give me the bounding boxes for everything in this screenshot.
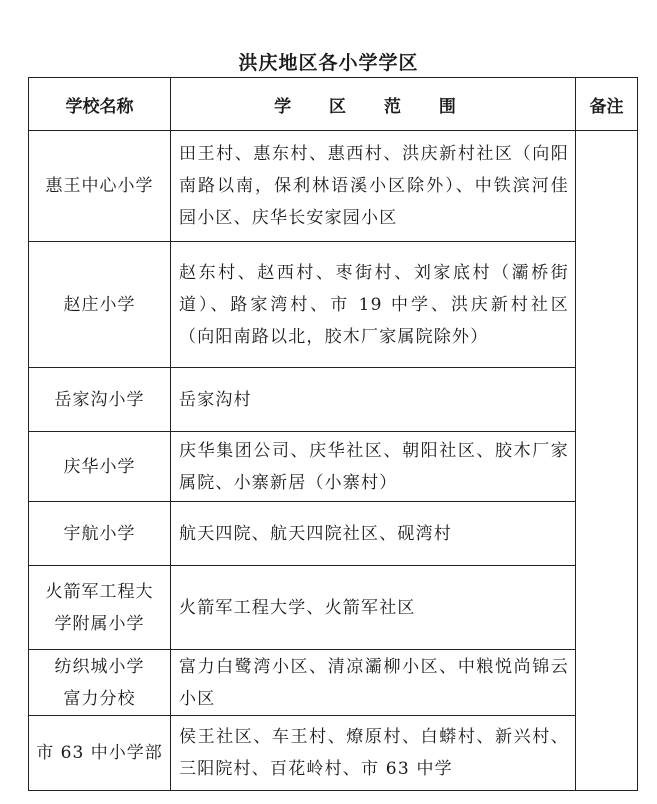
district-range: 田王村、惠东村、惠西村、洪庆新村社区（向阳南路以南，保利林语溪小区除外）、中铁滨河佳园小区、庆华长安家园小区 xyxy=(171,131,576,242)
table-row xyxy=(29,242,638,368)
school-name: 纺织城小学富力分校 xyxy=(29,650,171,716)
table-row xyxy=(29,716,638,791)
note-cell xyxy=(576,131,638,791)
page-title: 洪庆地区各小学学区 xyxy=(238,52,419,74)
table-row xyxy=(29,650,638,716)
district-range: 赵东村、赵西村、枣街村、刘家底村（灞桥街道）、路家湾村、市 19 中学、洪庆新村社区（向阳南路以北，胶木厂家属院除外） xyxy=(171,242,576,368)
school-name: 惠王中心小学 xyxy=(29,131,171,242)
table-row xyxy=(29,368,638,432)
school-name: 庆华小学 xyxy=(29,432,171,502)
table-row xyxy=(29,566,638,650)
district-range: 岳家沟村 xyxy=(171,368,576,432)
table-row xyxy=(29,502,638,566)
district-range: 富力白鹭湾小区、清凉灞柳小区、中粮悦尚锦云小区 xyxy=(171,650,576,716)
district-range: 航天四院、航天四院社区、砚湾村 xyxy=(171,502,576,566)
district-range: 侯王社区、车王村、燎原村、白蟒村、新兴村、三阳院村、百花岭村、市 63 中学 xyxy=(171,716,576,791)
table-row xyxy=(29,432,638,502)
school-name: 火箭军工程大学附属小学 xyxy=(29,566,171,650)
district-range: 火箭军工程大学、火箭军社区 xyxy=(171,566,576,650)
school-district-table xyxy=(28,77,638,791)
school-name: 赵庄小学 xyxy=(29,242,171,368)
school-name: 市 63 中小学部 xyxy=(29,716,171,791)
header-school: 学校名称 xyxy=(29,78,171,131)
table-header-row xyxy=(29,78,638,131)
district-range: 庆华集团公司、庆华社区、朝阳社区、胶木厂家属院、小寨新居（小寨村） xyxy=(171,432,576,502)
header-note: 备注 xyxy=(576,78,638,131)
header-range: 学 区 范 围 xyxy=(171,78,576,131)
school-name: 岳家沟小学 xyxy=(29,368,171,432)
school-name: 宇航小学 xyxy=(29,502,171,566)
table-row xyxy=(29,131,638,242)
